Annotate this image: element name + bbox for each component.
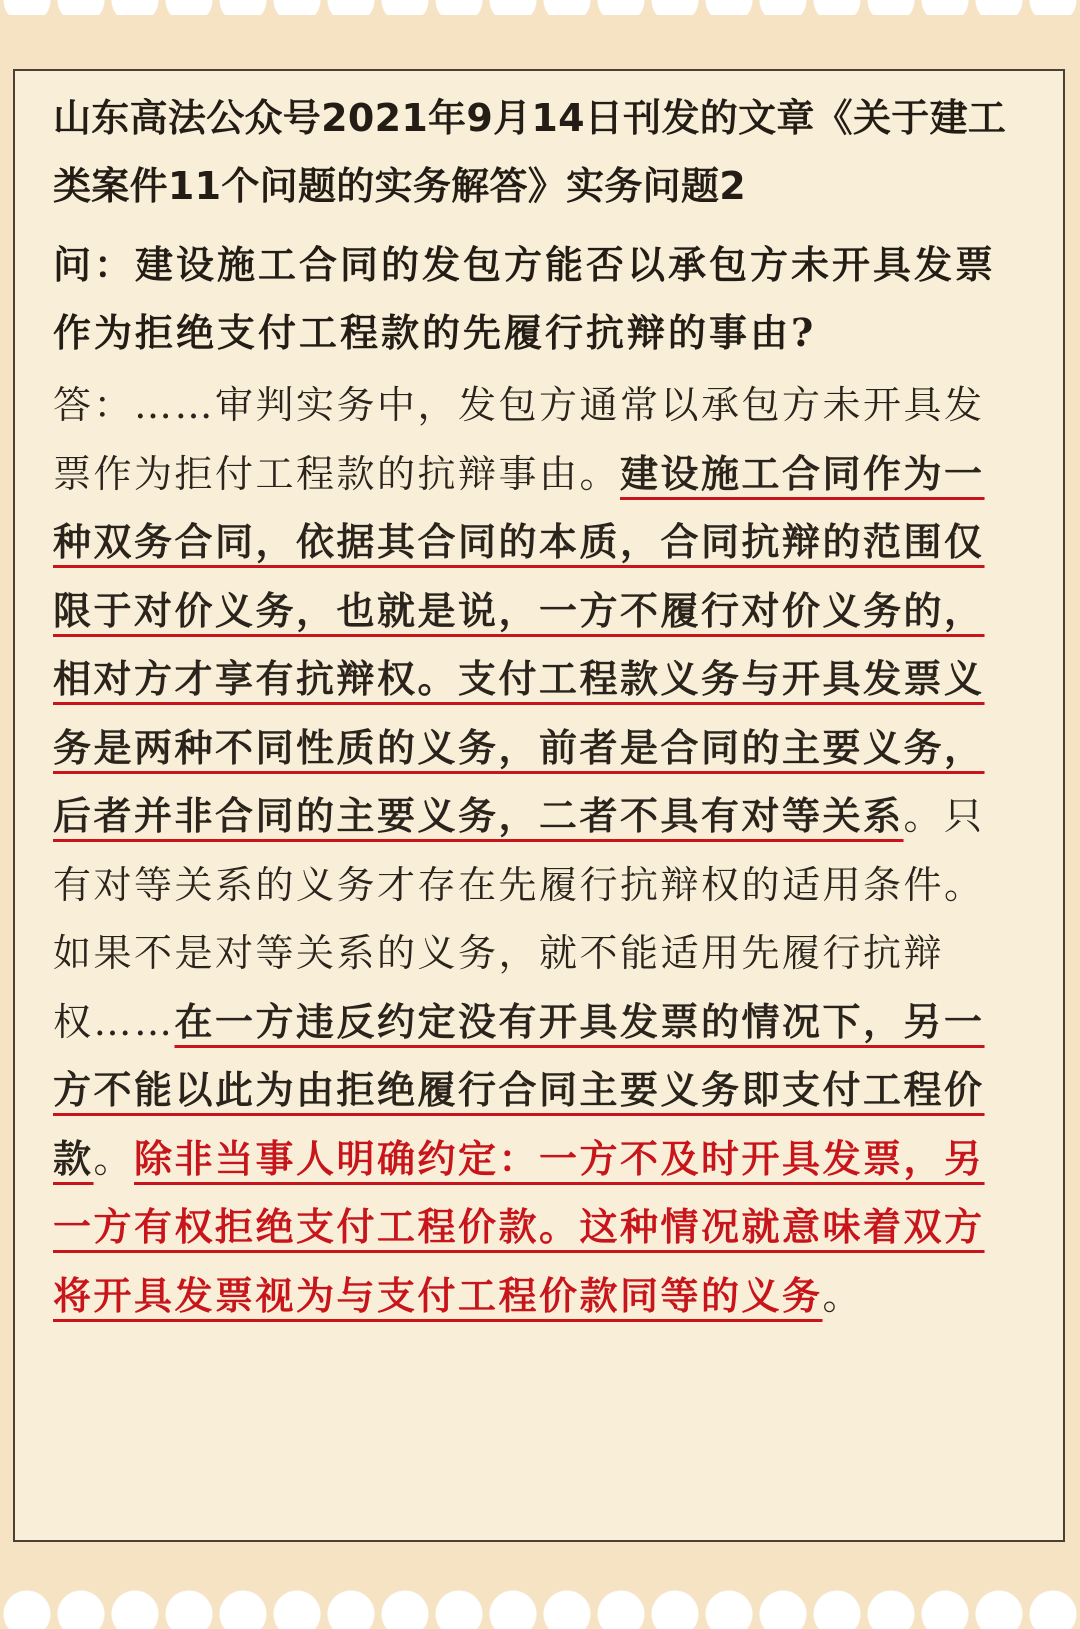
answer-intro: 答：……审判实务中，发包方通常以承包方未开具发票作为拒付工程款的抗辩事由。 — [53, 383, 985, 496]
answer-period-1: 。 — [93, 1136, 135, 1181]
answer-period-2: 。 — [822, 1273, 864, 1318]
underlined-passage-1: 建设施工合同作为一种双务合同，依据其合同的本质，合同抗辩的范围仅限于对价义务，也就是说，一方不履行对价义务的，相对方才享有抗辩权。支付工程款义务与开具发票义务是两种不同性质的义务，前者是合同的主要义务，后者并非合同的主要义务，二者不具有对等关系 — [53, 450, 985, 838]
scallop-border-top — [0, 0, 1080, 15]
scallop-border-bottom — [0, 1587, 1080, 1629]
red-underlined-passage: 除非当事人明确约定：一方不及时开具发票，另一方有权拒绝支付工程价款。这种情况就意味着双方将开具发票视为与支付工程价款同等的义务 — [53, 1135, 985, 1318]
question-text: 问：建设施工合同的发包方能否以承包方未开具发票作为拒绝支付工程款的先履行抗辩的事由? — [53, 242, 997, 355]
article-title: 山东高法公众号2021年9月14日刊发的文章《关于建工类案件11个问题的实务解答》实务问题2 — [53, 96, 1007, 208]
answer-middle: 。只有对等关系的义务才存在先履行抗辩权的适用条件。如果不是对等关系的义务，就不能适用先履行抗辩权…… — [53, 794, 985, 1044]
underlined-passage-2: 在一方违反约定没有开具发票的情况下，另一方不能以此为由拒绝履行合同主要义务即支付工程价款 — [53, 998, 985, 1181]
answer-text — [53, 371, 1013, 1330]
